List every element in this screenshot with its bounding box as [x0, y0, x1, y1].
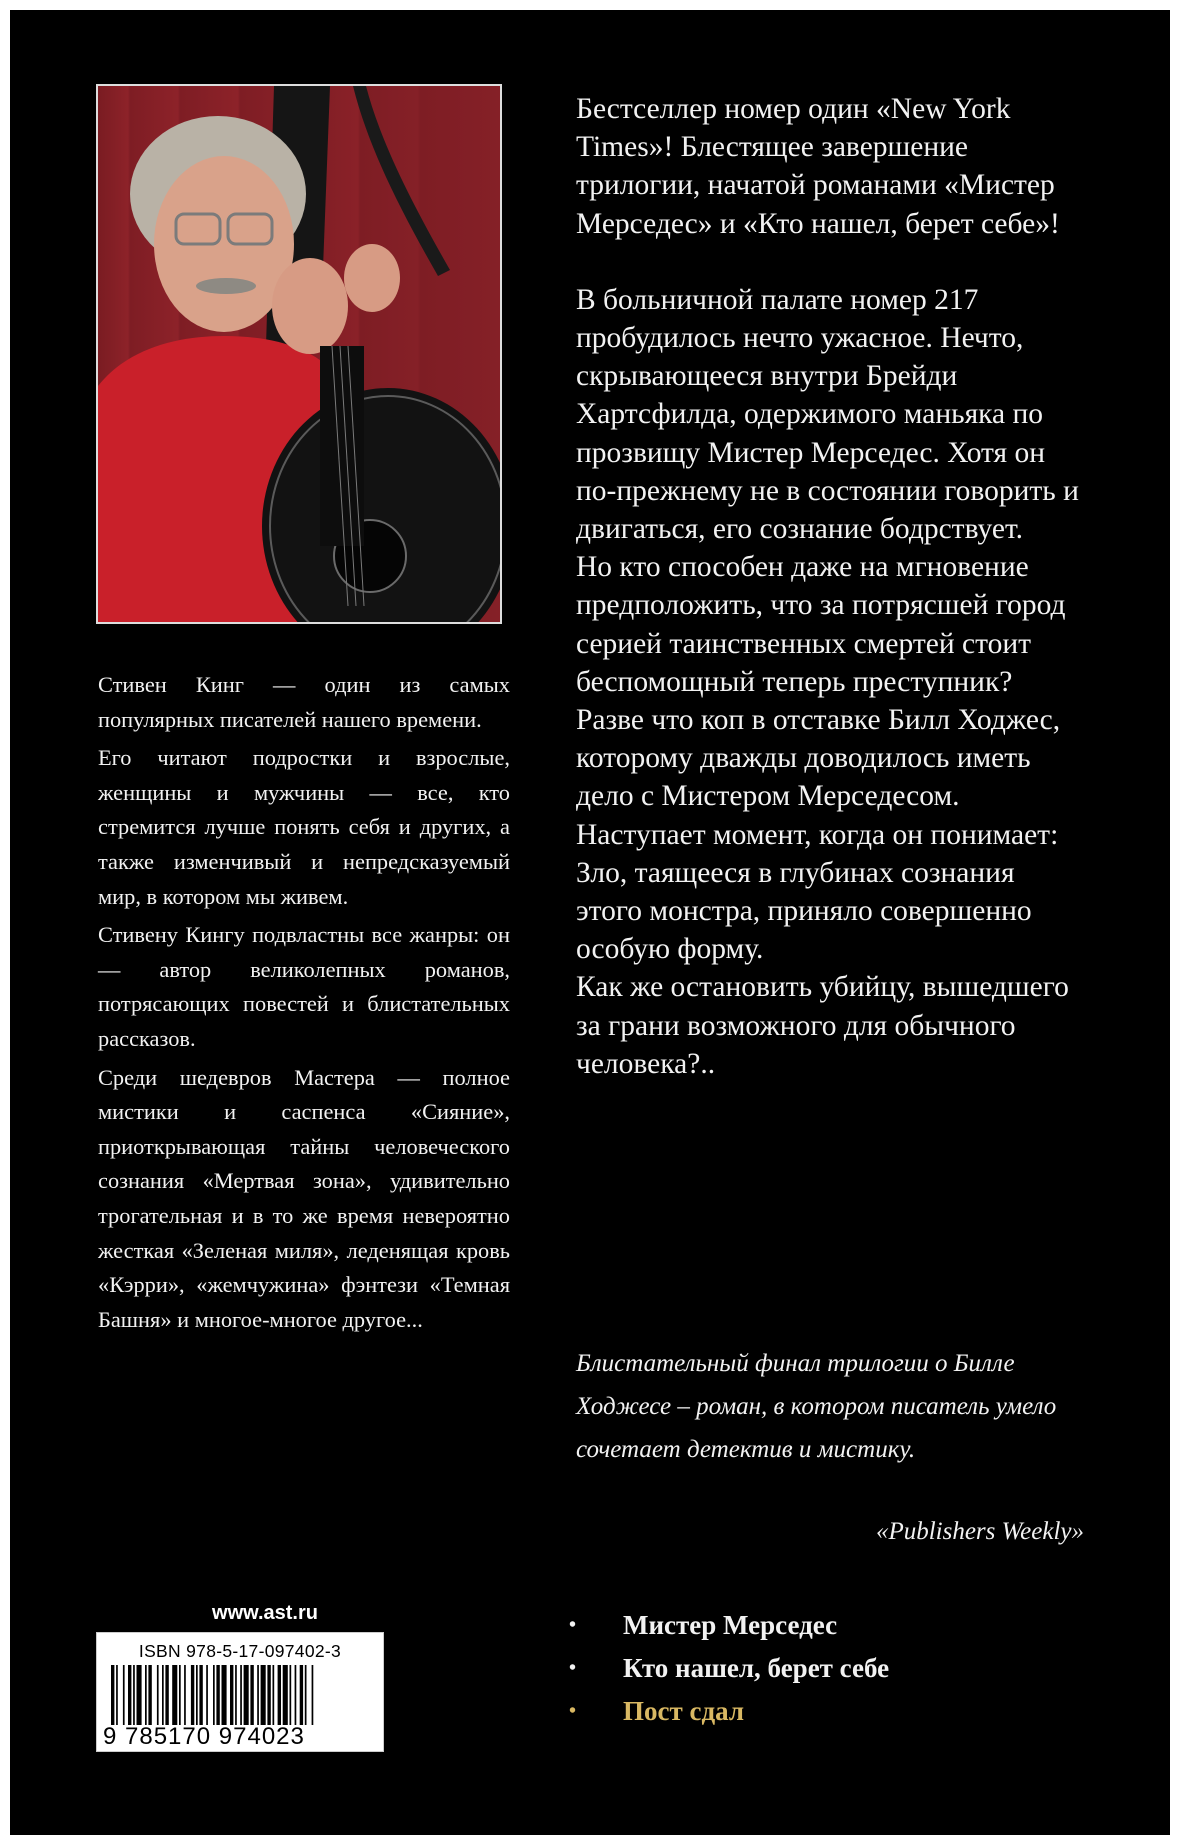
bullet-icon: • [569, 1657, 577, 1679]
barcode-bar [257, 1665, 259, 1725]
barcode-bar [137, 1665, 142, 1725]
series-title-3: Пост сдал [623, 1696, 745, 1726]
barcode-bar [222, 1665, 227, 1725]
series-title-2: Кто нашел, берет себе [623, 1653, 890, 1683]
bio-paragraph-4: Среди шедевров Мастера — полное мистики и саспенса «Сияние», приоткрывающая тайны человеческого сознания «Мертвая зона», удивительно трогательная и в то же время невероятно жесткая «Зеленая миля», леденящая кровь «Кэрри», «жемчужина» фэнтези «Темная Башня» и многое-многое другое... [98, 1064, 510, 1332]
blurb-paragraph-2: Но кто способен даже на мгновение предположить, что за потрясшей город серией таинственных смертей стоит беспомощный теперь преступник? Разве что коп в отставке Билл Ходжес, которому дважды доводилось иметь дело с Мистером Мерседесом. Наступает момент, когда он понимает: Зло, таящееся в глубинах сознания этого монстра, приняло совершенно особую форму. [576, 551, 1066, 966]
barcode-bar [148, 1665, 151, 1725]
barcode-bar [128, 1665, 131, 1725]
author-hand [272, 258, 348, 354]
barcode-bar [157, 1665, 159, 1725]
barcode-box [96, 1632, 384, 1752]
barcode-bar [295, 1665, 297, 1725]
barcode-bar [179, 1665, 181, 1725]
barcode-bar [235, 1665, 237, 1725]
bio-paragraph-2: Его читают подростки и взрослые, женщины и мужчины — все, кто стремится лучше понять себя и других, а также изменчивый и непредсказуемый мир, в котором мы живем. [98, 745, 510, 909]
publisher-website: www.ast.ru [212, 1602, 318, 1624]
author-bio [98, 668, 510, 1341]
barcode-bar [145, 1665, 147, 1725]
barcode-bar [162, 1665, 164, 1725]
review-quote: Блистательный финал трилогии о Билле Ходжесе – роман, в котором писатель умело сочетает детектив и мистику. [576, 1350, 1057, 1463]
bullet-icon: • [569, 1700, 577, 1722]
isbn-label: ISBN 978-5-17-097402-3 [138, 1641, 342, 1661]
barcode-bar [191, 1665, 194, 1725]
barcode-bar [111, 1665, 114, 1725]
barcode-bar [267, 1665, 270, 1725]
barcode-bar [199, 1665, 202, 1725]
author-photo-illustration [98, 86, 500, 622]
barcode-bar [116, 1665, 118, 1725]
author-hand-right [344, 244, 400, 312]
barcode-digits: 9 785170 974023 [103, 1723, 305, 1750]
barcode-bar [305, 1665, 307, 1725]
barcode-bar [172, 1665, 177, 1725]
barcode-bar [123, 1665, 125, 1725]
bio-paragraph-3: Стивену Кингу подвластны все жанры: он — автор великолепных романов, потрясающих повестей и блистательных рассказов. [98, 922, 510, 1051]
review-source: «Publishers Weekly» [875, 1518, 1084, 1545]
barcode-bar [261, 1665, 266, 1725]
blurb-paragraph-1: В больничной палате номер 217 пробудилось нечто ужасное. Нечто, скрывающееся внутри Брейди Хартсфилда, одержимого маньяка по прозвищу Мистер Мерседес. Хотя он по-прежнему не в состоянии говорить и двигаться, его сознание бодрствует. [576, 283, 1079, 546]
barcode-bar [196, 1665, 198, 1725]
barcode-bar [300, 1665, 303, 1725]
barcode-bar [165, 1665, 168, 1725]
author-mustache [196, 278, 256, 294]
barcode-bar [240, 1665, 242, 1725]
barcode-bars [111, 1665, 369, 1725]
blurb-paragraph-3: Как же остановить убийцу, вышедшего за грани возможного для обычного человека?.. [576, 971, 1069, 1080]
barcode-bar [133, 1665, 135, 1725]
barcode-bar [230, 1665, 233, 1725]
series-item-2 [565, 1647, 1085, 1690]
bio-paragraph-1: Стивен Кинг — один из самых популярных писателей нашего времени. [98, 672, 510, 732]
barcode-bar [184, 1665, 186, 1725]
bullet-icon: • [569, 1614, 577, 1636]
barcode-bar [278, 1665, 281, 1725]
barcode-bar [312, 1665, 314, 1725]
barcode-bar [213, 1665, 215, 1725]
series-item-3 [565, 1690, 1085, 1733]
series-list [565, 1604, 1085, 1733]
author-photo [96, 84, 502, 624]
barcode-bar [283, 1665, 288, 1725]
barcode-bar [290, 1665, 292, 1725]
series-item-1 [565, 1604, 1085, 1647]
series-title-1: Мистер Мерседес [623, 1610, 838, 1640]
barcode-bar [250, 1665, 253, 1725]
book-blurb [576, 90, 1084, 1083]
blurb-intro: Бестселлер номер один «New York Times»! Блестящее завершение трилогии, начатой романами «Мистер Мерседес» и «Кто нашел, берет себе»! [576, 93, 1060, 240]
barcode-bar [244, 1665, 249, 1725]
barcode-bar [273, 1665, 275, 1725]
book-back-cover [10, 10, 1170, 1835]
barcode-bar [216, 1665, 219, 1725]
barcode-bar [206, 1665, 208, 1725]
